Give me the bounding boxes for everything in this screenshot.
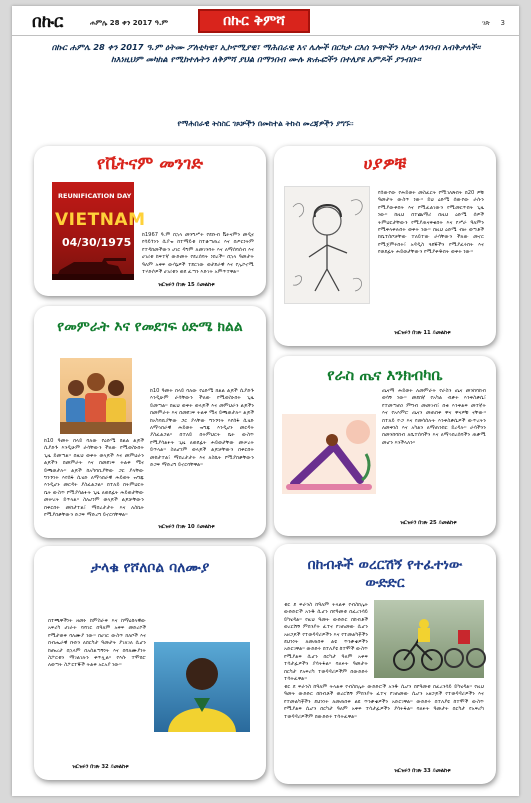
card-body-left: ከ10 ዓመት በላይ ባለው የዕድሜ ክልል ልጆች ሲያድጉ እንዲሁም ራሳቸውን ችለው የሚወስኑበት ጊዜ ይመጣል። በዚህ ወቅት ወላጆች እና መምህራን ልጆችን በመምራት እና በመደገፍ ትልቅ ሚና ይጫወታሉ። ልጆች ከአካባቢያቸው ጋር ያላቸው ግንኙነት እየሰፋ ሲሄድ ለማኅበራዊ ሕይወት ዝግጁ እንዲሆኑ መርዳት ያስፈልጋል። በተለይ በትምህርት ቤት ውስጥ የሚያሳልፉት ጊዜ ለወደፊት ሕይወታቸው መሠረት ይጥላል። ስለሆነም ወላጆች ልጆቻቸውን በቅርበት መከታተል፣ ማበረታታት እና ለስኬት የሚያበቃቸውን ድጋፍ ማድረግ ይኖርባቸዋል።: [44, 438, 144, 519]
pencil-sketch-image: [284, 186, 370, 304]
sketch-figure-icon: [285, 187, 371, 305]
page-number: 3: [500, 19, 505, 27]
card-byline: ዝርዝሩን በገጽ 15 ይመልከቱ: [158, 282, 215, 288]
card-title: በከብቶች ወረርሽኝ የተፈተነው ውድድር: [307, 557, 463, 591]
card-title: ሀያዎቹ: [363, 154, 407, 174]
card-title: ታላቁ የሾለቦል ባለሙያ: [90, 560, 210, 576]
intro-subtext: የማሕበራዊ ትስስር ገጾቻችን በመከተል ትኩስ መረጃዎችን ያግኙ።: [177, 119, 354, 128]
card-byline: ዝርዝሩን በገጽ 11 ይመልከቱ: [394, 330, 451, 336]
card-title: የቬትናም መንገድ: [96, 154, 204, 174]
card-mentoring[interactable]: [34, 306, 266, 538]
card-body-bottom: ቱር ደ ፍራንስ ከዓለም ትላልቅ የብስክሌት ውድድሮች አንዱ ሲሆን በየዓመቱ በፈረንሳይ ይካሄዳል። የዚህ ዓመት ውድድር በከብቶች ወረርሽኝ ምክንያት ፈተና የገጠመው ሲሆን አዘጋጆች የተወዳዳሪዎችን እና የተመልካቾችን ደህንነት ለመጠበቅ ልዩ ጥንቃቄዎችን አድርገዋል። ውድድሩ በተለያዩ ከተሞች ውስጥ የሚያልፍ ሲሆን በርካታ ዓለም አቀፍ ተሳታፊዎችን ያሳትፋል። ባለፉት ዓመታት በርካታ የአፍሪካ ተወዳዳሪዎችም በውድድሩ ተሳትፈዋል።: [284, 684, 484, 720]
card-body: የሰውየው የሕይወት መስፈርት የሚገለጽበት በ20 ዎቹ ዓመታት ውስጥ ነው። ይህ ዕድሜ ሰውየው ራሱን የሚያውቅበት እና የሚፈልገውን የሚመርጥበት ጊዜ ነው። ከዚህ በተጨማሪ በዚህ ዕድሜ ሰዎች ትምህርታቸውን የሚያጠናቅቁበት እና የሥራ ዓለምን የሚቀላቀሉበት ወቅት ነው። በዚህ ዕድሜ ብዙ ወጣቶች ከቤተሰቦቻቸው ተለይተው ራሳቸውን ችለው መኖር የሚጀምሩበት፣ አዳዲስ ጓደኞችን የሚያፈሩበት እና የወደፊት ሕይወታቸውን የሚያቅዱበት ወቅት ነው።: [378, 190, 484, 256]
yoga-pose-icon: [282, 414, 376, 494]
masthead: [12, 6, 519, 36]
students-group-icon: [60, 358, 132, 434]
card-byline: ዝርዝሩን በገጽ 32 ይመልከቱ: [72, 764, 129, 770]
page-indicator: [474, 19, 505, 28]
card-body-right: ከ10 ዓመት በላይ ባለው የዕድሜ ክልል ልጆች ሲያድጉ እንዲሁም ራሳቸውን ችለው የሚወስኑበት ጊዜ ይመጣል። በዚህ ወቅት ወላጆች እና መምህራን ልጆችን በመምራት እና በመደገፍ ትልቅ ሚና ይጫወታሉ። ልጆች ከአካባቢያቸው ጋር ያላቸው ግንኙነት እየሰፋ ሲሄድ ለማኅበራዊ ሕይወት ዝግጁ እንዲሆኑ መርዳት ያስፈልጋል። በተለይ በትምህርት ቤት ውስጥ የሚያሳልፉት ጊዜ ለወደፊት ሕይወታቸው መሠረት ይጥላል። ስለሆነም ወላጆች ልጆቻቸውን በቅርበት መከታተል፣ ማበረታታት እና ለስኬት የሚያበቃቸውን ድጋፍ ማድረግ ይኖርባቸዋል።: [150, 388, 254, 469]
cyclists-icon: [374, 600, 484, 678]
brand-name: በኩር: [32, 12, 64, 32]
tank-silhouette-icon: [52, 252, 134, 280]
card-title: የራስ ጤና እንክብካቤ: [327, 366, 443, 384]
issue-date: ሐምሌ 28 ቀን 2017 ዓ.ም: [90, 19, 169, 27]
coach-photo-image: [154, 642, 250, 732]
newspaper-page: [12, 6, 519, 796]
poster-date: 04/30/1975: [62, 236, 132, 249]
card-twenties[interactable]: [274, 146, 496, 346]
person-portrait-icon: [154, 642, 250, 732]
card-self-care[interactable]: [274, 356, 496, 536]
poster-country: VIETNAM: [55, 210, 146, 230]
card-football-expert[interactable]: [34, 546, 266, 780]
cyclists-photo-image: [374, 600, 484, 678]
card-body-left: ቱር ደ ፍራንስ ከዓለም ትላልቅ የብስክሌት ውድድሮች አንዱ ሲሆን በየዓመቱ በፈረንሳይ ይካሄዳል። የዚህ ዓመት ውድድር በከብቶች ወረርሽኝ ምክንያት ፈተና የገጠመው ሲሆን አዘጋጆች የተወዳዳሪዎችን እና የተመልካቾችን ደህንነት ለመጠበቅ ልዩ ጥንቃቄዎችን አድርገዋል። ውድድሩ በተለያዩ ከተሞች ውስጥ የሚያልፍ ሲሆን በርካታ ዓለም አቀፍ ተሳታፊዎችን ያሳትፋል። ባለፉት ዓመታት በርካታ የአፍሪካ ተወዳዳሪዎችም በውድድሩ ተሳትፈዋል።: [284, 602, 369, 683]
poster-heading: REUNIFICATION DAY: [58, 192, 132, 200]
card-body: ከ1967 ዓ.ም በኋላ መንግሥት የደቡብ ቬትናምን መዲና የሳይጎንን ሲያዝ ከተማይቱ ከተቆጣጠረ እና በጦርነትም የተዳከመችውን ሀገር ዳግም ለመገንባት እና ለማሰባሰብ እና ሀገሪቱ ከፍተኛ ውድመት የደረሰባት ነበረች። በኋላ ዓመታት ዓለም አቀፍ ውሳኔዎች ተደርገው ወታደራዊ እና የኢኮኖሚ ተሃድሶዎች ሀገሪቱን ወደ ፈጣን እድገት አምጥተዋል።: [142, 232, 254, 276]
card-vietnam[interactable]: [34, 146, 266, 296]
intro-text: በኩር ሐምሌ 28 ቀን 2017 ዓ.ም ዕትሙ ፖለቲካዊ፣ ኢኮኖሚያዊ፣ ማሕበራዊ እና ሌሎች በርካታ ርእሰ ጉዳዮችን አካታ ለንባብ አብቅታለች። ከእነዚህም መካከል የሚከተሉትን ለቅምሻ ያህል በማንበብ ሙሉ ጽሑፎችን በተለያዩ አምዶች ያንብቡ።: [51, 42, 481, 64]
card-title: የመምራት እና የመደገፍ ዕድሜ ክልል: [57, 319, 243, 335]
section-banner: በኩር ቅምሻ: [198, 9, 310, 33]
card-body: ጤናማ ሕይወት ለመምራት የራስን ጤና መንከባከብ ወሳኝ ነው። መደበኛ የአካል ብቃት እንቅስቃሴ፣ የተመጣጠነ ምግብ መመገብ፣ በቂ እንቅልፍ መተኛት እና የአእምሮ ጤናን መጠበቅ ዋና ዋናዎቹ ናቸው። በተለይ ዮጋ እና የመሳሰሉት እንቅስቃሴዎች ውጥረትን ለመቀነስ እና አካልን ለማጠንከር ይረዳሉ። ራሳችንን በመንከባከብ ለቤተሰባችን እና ለማኅበረሰባችን ጠቃሚ መሆን እንችላለን።: [382, 388, 486, 446]
card-cycling[interactable]: [274, 544, 496, 784]
vietnam-poster-image: [52, 182, 146, 280]
card-byline: ዝርዝሩን በገጽ 33 ይመልከቱ: [394, 768, 451, 774]
yoga-illustration-image: [282, 414, 376, 494]
card-body: በተጫዋችነት ዘመኑ ከምስራቅ እና ከማዕከላዊው አፍሪካ ሀገራት ባሻገር በዓለም አቀፍ መድረኮች የሚታወቅ ባለሙያ ነው። በሀገር ውስጥ ክለቦች እና በብሔራዊ ቡድን ለበርካታ ዓመታት ያገለገለ ሲሆን ከጡረታ በኋላም በአሰልጣኝነት እና በባለሙያነት ስፖርቱን ማገልገሉን ቀጥሏል። የእሱ ተሞክሮ ለወጣት ስፖርተኞች ትልቅ አርአያ ነው።: [48, 618, 146, 669]
page-label: ገጽ: [481, 19, 491, 27]
card-byline: ዝርዝሩን በገጽ 10 ይመልከቱ: [158, 524, 215, 530]
students-image: [60, 358, 132, 434]
card-byline: ዝርዝሩን በገጽ 25 ይመልከቱ: [400, 520, 457, 526]
